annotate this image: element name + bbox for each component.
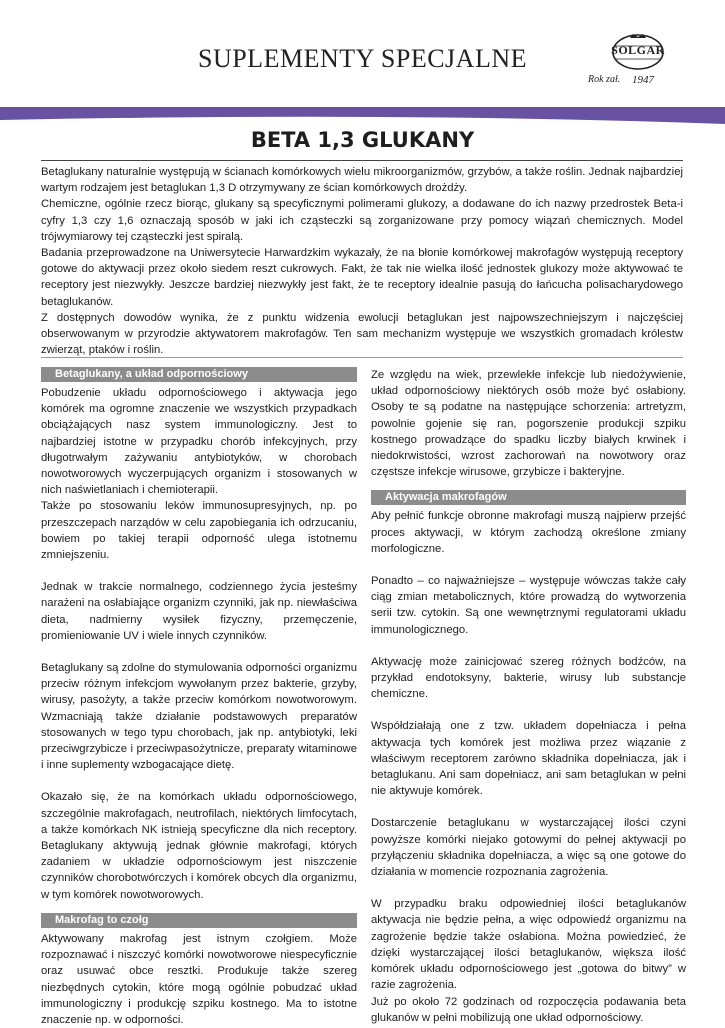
body-paragraph: Aktywowany makrofag jest istnym czołgiem. Może rozpoznawać i niszczyć komórki nowotworowe niespecyficznie oraz usuwać obce resztki. Produkuje także szereg niezbędnych cytokin, które mogą ogólnie pobudzać układ immunologiczny i produkcję szpiku kostnego. Ma to istotne znaczenie np. w odporności. <box>41 932 357 1026</box>
body-paragraph: Betaglukany są zdolne do stymulowania odporności organizmu przeciw różnym infekcjom wywołanym przez bakterie, grzyby, wirusy, pasożyty, a także przeciw komórkom nowotworowym. Wzmacniają także działanie podstawowych preparatów stosowanych w tego typu chorobach, jak np. antybiotyki, leki przeciwgrzybicze i przeciwpasożytnicze, preparaty witaminowe i inne suplementy wzbogacające dietę. <box>41 662 357 772</box>
intro-paragraph: Chemiczne, ogólnie rzecz biorąc, glukany są specyficznymi polimerami glukozy, a dodawane do ich nazwy przedrostek Beta-i cyfry 1,3 czy 1,6 oznaczają sposób w jaki ich cząsteczki są zorganizowane przy pomocy wiązań chemicznych. Model trójwymiarowy tej cząsteczki jest spiralą. <box>41 198 683 243</box>
right-column <box>371 367 686 1026</box>
solgar-logo <box>582 34 692 90</box>
section-heading-activation: Aktywacja makrofagów <box>371 490 686 505</box>
body-paragraph: Ponadto – co najważniejsze – występuje wówczas także cały ciąg zmian metabolicznych, które prowadzą do wytworzenia serii tzw. cytokin. Są one wewnętrznymi regulatorami układu immunologicznego. <box>371 575 686 636</box>
logo-tag-prefix: Rok zał. <box>588 74 621 85</box>
body-paragraph: Jednak w trakcie normalnego, codziennego życia jesteśmy narażeni na osłabiające organizm czynniki, jak np. niewłaściwa dieta, nadmierny wysiłek fizyczny, przemęczenie, promieniowanie UV i wiele innych czynników. <box>41 581 357 642</box>
section-header-title: SUPLEMENTY SPECJALNE <box>197 44 527 73</box>
logo-founded-tag <box>588 74 688 85</box>
title-divider <box>41 160 683 161</box>
section-heading-immune: Betaglukany, a układ odpornościowy <box>41 367 357 382</box>
intro-paragraph: Betaglukany naturalnie występują w ścianach komórkowych wielu mikroorganizmów, grzybów, a także roślin. Jednak najbardziej wartym rodzajem jest betaglukan 1,3 D otrzymywany ze ścian komórkowych drożdży. <box>41 166 683 195</box>
logo-wordmark: SOLGAR <box>611 43 665 57</box>
body-paragraph: Ze względu na wiek, przewlekłe infekcje lub niedożywienie, układ odpornościowy niektórych osób może być osłabiony. Osoby te są podatne na następujące schorzenia: artretyzm, powolnie gojenie się ran, pogorszenie produkcji szpiku kostnego prowadzące do spadku liczby białych krwinek i niedokrwistości, wzrost zachorowań na nowotwory oraz częstsze infekcje wirusowe, grzybicze i bakteryjne. <box>371 369 686 479</box>
logo-tag-year: 1947 <box>632 74 654 86</box>
body-paragraph: Aktywację może zainicjować szereg różnych bodźców, na przykład endotoksyny, bakterie, wirusy lub substancje chemiczne. <box>371 655 686 701</box>
left-column <box>41 367 357 1028</box>
intro-divider <box>41 357 683 358</box>
body-paragraph: Dostarczenie betaglukanu w wystarczającej ilości czyni powyższe komórki niejako gotowymi do pełnej aktywacji po przyłączeniu składnika dopełniacza, a więc są one gotowe do działania w momencie rozpoznania zagrożenia. <box>371 817 686 879</box>
body-paragraph: Także po stosowaniu leków immunosupresyjnych, np. po przeszczepach narządów w celu zapobiegania ich odrzucaniu, bowiem po takiej terapii odporność ulega istotnemu zmniejszeniu. <box>41 500 357 562</box>
body-paragraph: Już po około 72 godzinach od rozpoczęcia podawania beta glukanów w pełni mobilizują one układ odpornościowy. <box>371 995 686 1024</box>
purple-header-band <box>0 104 725 124</box>
article-title: BETA 1,3 GLUKANY <box>250 128 475 152</box>
intro-paragraph: Badania przeprowadzone na Uniwersytecie Harwardzkim wykazały, że na błonie komórkowej makrofagów występują receptory gotowe do aktywacji przez około siedem reszt cukrowych. Fakt, że tak nie wielka ilość jednostek glukozy może aktywować te receptory jest niezwykły. Jeszcze bardziej niezwykły jest fakt, że te receptory idealnie pasują do łańcucha polisacharydowego betaglukanów. <box>41 247 683 308</box>
body-paragraph: Aby pełnić funkcje obronne makrofagi muszą najpierw przejść proces aktywacji, w którym zachodzą określone zmiany morfologiczne. <box>371 510 686 555</box>
intro-text <box>41 164 683 358</box>
body-paragraph: W przypadku braku odpowiedniej ilości betaglukanów aktywacja nie będzie pełna, a więc odpowiedź organizmu na zagrożenie będzie także osłabiona. Można powiedzieć, że dzięki wystarczającej ilości betaglukanów, większa ilość komórek układu odpornościowego jest „gotowa do bitwy” w razie zagrożenia. <box>371 898 686 992</box>
body-paragraph: Pobudzenie układu odpornościowego i aktywacja jego komórek ma ogromne znaczenie we wszystkich przypadkach obciążających nasz system immunologiczny. Jest to najbardziej istotne w przypadku chorób infekcyjnych, przy długotrwałym zażywaniu antybiotyków, w chorobach nowotworowych wyczerpujących organizm i stosowanych w nich naświetlaniach i chemioterapii. <box>41 387 357 497</box>
body-paragraph: Okazało się, że na komórkach układu odpornościowego, szczególnie makrofagach, neutrofilach, niektórych limfocytach, a także komórkach NK istnieją specyficzne dla nich receptory. Betaglukany aktywują jednak głównie makrofagi, których zadaniem w układzie odpornościowym jest niszczenie czynników chorobotwórczych i komórek obcych dla organizmu, w tym komórek nowotworowych. <box>41 791 357 901</box>
intro-paragraph: Z dostępnych dowodów wynika, że z punktu widzenia ewolucji betaglukan jest najpowszechniejszym i najczęściej obserwowanym w przyrodzie aktywatorem makrofagów. Ten sam mechanizm występuje we wszystkich gromadach królestw zwierząt, ptaków i roślin. <box>41 311 683 357</box>
body-paragraph: Współdziałają one z tzw. układem dopełniacza i pełna aktywacja tych komórek jest możliwa przez wiązanie z właściwym receptorem zarówno składnika dopełniacza, jak i betaglukanu. Ani sam dopełniacz, ani sam betaglukan w pełni nie aktywuje komórek. <box>371 720 686 798</box>
section-heading-macrophage: Makrofag to czołg <box>41 913 357 928</box>
